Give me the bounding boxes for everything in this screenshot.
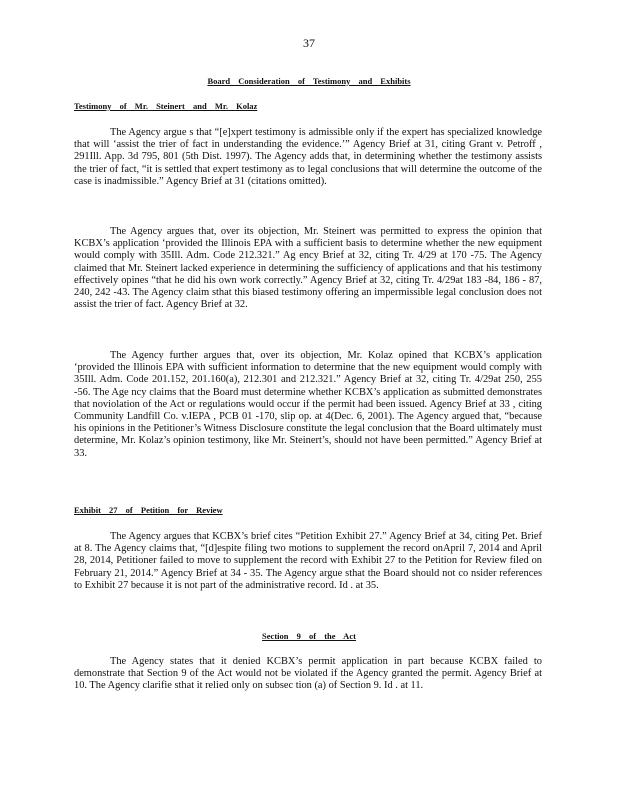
paragraph-steinert: [74, 226, 542, 311]
page-number: 37: [303, 36, 315, 50]
paragraph-text: The Agency further argues that, over its objection, Mr. Kolaz opined that KCBX’s application ‘provided the Illinois EPA with sufficient information to determine that the new equipment would comply with 35Ill. Adm. Code 201.152, 201.160(a), 212.301 and 212.321.” Agency Brief at 32, citing Tr. 4/29at 250, 255 -56. The Age ncy claims that the Board must determine whether KCBX’s application as submitted demonstrates that noviolation of the Act or regulations would occur if the permit had been issued. Agency Brief at 33 , citing Community Landfill Co. v.IEPA , PCB 01 -170, slip op. at 4(Dec. 6, 2001). The Agency argued that, “because his opinions in the Petitioner’s Witness Disclosure constitute the legal conclusion that the Board ultimately must determine, Mr. Kolaz’s opinion testimony, like Mr. Steinert’s, should not have been permitted.” Agency Brief at 33.: [74, 350, 542, 459]
paragraph-section-9: [74, 656, 542, 693]
section-heading-section-9: [0, 631, 618, 641]
section-heading-board-consideration: [0, 76, 618, 86]
paragraph-text: The Agency argues that, over its objection, Mr. Steinert was permitted to express the opinion that KCBX’s application ‘provided the Illinois EPA with a sufficient basis to determine whether the new equipment would comply with 35Ill. Adm. Code 212.321.” Ag ency Brief at 32, citing Tr. 4/29 at 170 -75. The Agency claimed that Mr. Steinert lacked experience in determining the sufficiency of applications and that his testimony effectively opines “that he did his own work correctly.” Agency Brief at 32, citing Tr. 4/29at 183 -84, 186 - 87, 240, 242 -43. The Agency claim sthat this biased testimony offering an impermissible legal conclusion does not assist the trier of fact. Agency Brief at 32.: [74, 226, 542, 311]
paragraph-text: The Agency argues that KCBX’s brief cites “Petition Exhibit 27.” Agency Brief at 34, citing Pet. Brief at 8. The Agency claims that, “[d]espite filing two motions to supplement the record onApril 7, 2014 and April 28, 2014, Petitioner failed to move to supplement the record with Exhibit 27 to the Petition for Review filed on February 21, 2014.” Agency Brief at 34 - 35. The Agency argue sthat the Board should not co nsider references to Exhibit 27 because it is not part of the administrative record. Id . at 35.: [74, 531, 542, 591]
paragraph-expert-testimony: [74, 127, 542, 188]
paragraph-exhibit-27: [74, 531, 542, 592]
section-heading-text: Board Consideration of Testimony and Exhibits: [207, 76, 411, 86]
section-heading-text: Section 9 of the Act: [262, 631, 356, 641]
subheading-exhibit-27: Exhibit 27 of Petition for Review: [74, 505, 223, 515]
paragraph-kolaz: [74, 350, 542, 460]
paragraph-text: The Agency states that it denied KCBX’s permit application in part because KCBX failed to demonstrate that Section 9 of the Act would not be violated if the Agency granted the permit. Agency Brief at 10. The Agency clarifie sthat it relied only on subsec tion (a) of Section 9. Id . at 11.: [74, 656, 542, 692]
paragraph-text: The Agency argue s that “[e]xpert testimony is admissible only if the expert has specialized knowledge that will ‘assist the trier of fact in understanding the evidence.’” Agency Brief at 31, citing Grant v. Petroff , 291Ill. App. 3d 795, 801 (5th Dist. 1997). The Agency adds that, in determining whether the testimony assists the trier of fact, “it is settled that expert testimony as to legal conclusions that will determine the outcome of the case is inadmissible.” Agency Brief at 31 (citations omitted).: [74, 127, 542, 187]
subheading-testimony: Testimony of Mr. Steinert and Mr. Kolaz: [74, 101, 258, 111]
